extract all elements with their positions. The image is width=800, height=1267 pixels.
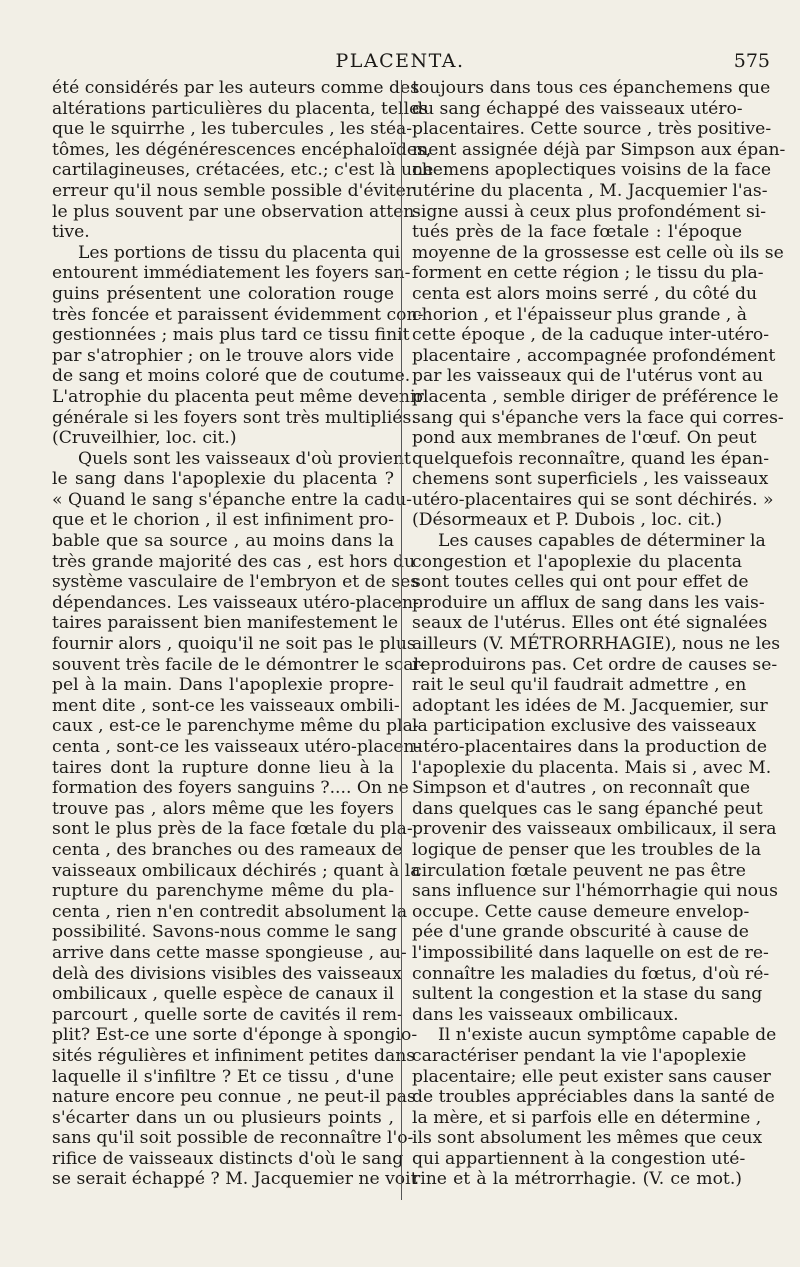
text-line: fournir alors , quoiqu'il ne soit pas le plus bbox=[52, 634, 416, 655]
text-line: pée d'une grande obscurité à cause de bbox=[412, 922, 749, 943]
text-line: tive. bbox=[52, 222, 90, 243]
text-line: caractériser pendant la vie l'apoplexie bbox=[412, 1045, 747, 1066]
page-number: 575 bbox=[733, 50, 770, 72]
text-line: bable que sa source , au moins dans la bbox=[52, 531, 394, 552]
text-line: sont le plus près de la face fœtale du pla- bbox=[52, 819, 413, 840]
text-line: caux , est-ce le parenchyme même du pla- bbox=[52, 716, 419, 737]
text-line: altérations particulières du placenta, telles bbox=[52, 98, 429, 119]
text-line: Les portions de tissu du placenta qui bbox=[78, 242, 401, 263]
text-line: utérine du placenta , M. Jacquemier l'as- bbox=[412, 180, 768, 201]
text-line: arrive dans cette masse spongieuse , au- bbox=[52, 942, 407, 963]
text-line: très foncée et paraissent évidemment con- bbox=[52, 304, 424, 325]
text-line: taires paraissent bien manifestement le bbox=[52, 613, 399, 634]
text-line: connaître les maladies du fœtus, d'où ré- bbox=[412, 963, 770, 984]
text-line: adoptant les idées de M. Jacquemier, sur bbox=[412, 695, 768, 716]
text-line: la mère, et si parfois elle en détermine , bbox=[412, 1107, 762, 1128]
text-line: sang qui s'épanche vers la face qui corres- bbox=[412, 407, 784, 428]
text-line: centa , sont-ce les vaisseaux utéro-placen- bbox=[52, 737, 421, 757]
text-line: le sang dans l'apoplexie du placenta ? bbox=[52, 469, 394, 490]
running-header bbox=[0, 48, 800, 78]
text-line: toujours dans tous ces épanchemens que bbox=[412, 78, 771, 98]
text-line: L'atrophie du placenta peut même devenir bbox=[52, 386, 424, 407]
text-line: utéro-placentaires qui se sont déchirés. » bbox=[412, 489, 774, 510]
text-line: se serait échappé ? M. Jacquemier ne voit bbox=[52, 1169, 418, 1190]
text-line: occupe. Cette cause demeure envelop- bbox=[412, 901, 750, 922]
text-line: Quels sont les vaisseaux d'où provient bbox=[78, 448, 411, 469]
text-line: par s'atrophier ; on le trouve alors vide bbox=[52, 345, 394, 366]
text-line: cette époque , de la caduque inter-utéro- bbox=[412, 325, 770, 346]
text-line: nature encore peu connue , ne peut-il pas bbox=[52, 1087, 416, 1108]
text-line: produire un afflux de sang dans les vais- bbox=[412, 592, 765, 613]
text-line: centa , rien n'en contredit absolument la bbox=[52, 901, 408, 922]
text-line: sans influence sur l'hémorrhagie qui nous bbox=[412, 881, 778, 902]
text-line: signe aussi à ceux plus profondément si- bbox=[412, 201, 767, 222]
text-line: sont toutes celles qui ont pour effet de bbox=[412, 572, 749, 593]
text-line: qui appartiennent à la congestion uté- bbox=[412, 1148, 746, 1169]
text-line: ment assignée déjà par Simpson aux épan- bbox=[412, 139, 786, 160]
text-line: seaux de l'utérus. Elles ont été signalées bbox=[412, 613, 768, 634]
text-line: plit? Est-ce une sorte d'éponge à spongio- bbox=[52, 1025, 418, 1046]
text-line: l'impossibilité dans laquelle on est de re- bbox=[412, 942, 769, 963]
text-line: formation des foyers sanguins ?.... On ne bbox=[52, 778, 409, 799]
text-line: rifice de vaisseaux distincts d'où le sang bbox=[52, 1148, 404, 1169]
column-divider bbox=[401, 80, 402, 1200]
text-line: guins présentent une coloration rouge bbox=[52, 283, 394, 304]
text-line: trouve pas , alors même que les foyers bbox=[52, 798, 394, 819]
text-line: s'écarter dans un ou plusieurs points , bbox=[52, 1107, 394, 1128]
text-line: vaisseaux ombilicaux déchirés ; quant à la bbox=[52, 860, 421, 881]
text-line: delà des divisions visibles des vaisseaux bbox=[52, 963, 402, 984]
text-line: erreur qu'il nous semble possible d'éviter bbox=[52, 180, 414, 201]
text-line: rait le seul qu'il faudrait admettre , en bbox=[412, 675, 747, 696]
text-line: ombilicaux , quelle espèce de canaux il bbox=[52, 984, 394, 1005]
text-line: ils sont absolument les mêmes que ceux bbox=[412, 1128, 763, 1149]
text-line: placentaire; elle peut exister sans causer bbox=[412, 1066, 771, 1087]
text-line: du sang échappé des vaisseaux utéro- bbox=[412, 98, 743, 119]
text-line: générale si les foyers sont très multipliés. bbox=[52, 407, 417, 428]
text-line: la participation exclusive des vaisseaux bbox=[412, 716, 757, 737]
text-line: que et le chorion , il est infiniment pro- bbox=[52, 510, 394, 531]
text-line: utéro-placentaires dans la production de bbox=[412, 737, 767, 757]
text-line: forment en cette région ; le tissu du pla- bbox=[412, 263, 764, 284]
text-line: sultent la congestion et la stase du sang bbox=[412, 984, 763, 1005]
text-line: très grande majorité des cas , est hors du bbox=[52, 551, 416, 572]
text-line: circulation fœtale peuvent ne pas être bbox=[412, 860, 746, 881]
text-line: de troubles appréciables dans la santé de bbox=[412, 1087, 775, 1108]
text-line: ment dite , sont-ce les vaisseaux ombili- bbox=[52, 695, 400, 716]
text-line: rupture du parenchyme même du pla- bbox=[52, 881, 394, 902]
text-line: été considérés par les auteurs comme des bbox=[52, 78, 419, 98]
text-line: par les vaisseaux qui de l'utérus vont au bbox=[412, 366, 764, 387]
right-text-column bbox=[412, 78, 786, 1190]
text-line: sités régulières et infiniment petites dans bbox=[52, 1045, 416, 1066]
text-line: placentaires. Cette source , très positive- bbox=[412, 119, 772, 140]
text-line: (Désormeaux et P. Dubois , loc. cit.) bbox=[412, 510, 723, 531]
text-line: pond aux membranes de l'œuf. On peut bbox=[412, 428, 757, 449]
text-line: tués près de la face fœtale : l'époque bbox=[412, 222, 742, 243]
text-line: Il n'existe aucun symptôme capable de bbox=[438, 1025, 777, 1046]
text-line: provenir des vaisseaux ombilicaux, il sera bbox=[412, 819, 777, 840]
text-line: pel à la main. Dans l'apoplexie propre- bbox=[52, 675, 394, 696]
text-line: de sang et moins coloré que de coutume. bbox=[52, 366, 411, 387]
text-line: moyenne de la grossesse est celle où ils se bbox=[412, 242, 784, 263]
text-line: gestionnées ; mais plus tard ce tissu finit bbox=[52, 325, 410, 346]
text-line: système vasculaire de l'embryon et de ses bbox=[52, 572, 420, 593]
text-line: (Cruveilhier, loc. cit.) bbox=[52, 428, 237, 449]
text-line: quelquefois reconnaître, quand les épan- bbox=[412, 448, 770, 469]
text-line: « Quand le sang s'épanche entre la cadu- bbox=[52, 489, 412, 510]
text-line: congestion et l'apoplexie du placenta bbox=[412, 551, 742, 572]
text-line: entourent immédiatement les foyers san- bbox=[52, 263, 411, 284]
text-line: chemens sont superficiels , les vaisseaux bbox=[412, 469, 769, 490]
text-line: Les causes capables de déterminer la bbox=[438, 531, 766, 552]
text-line: placentaire , accompagnée profondément bbox=[412, 345, 776, 366]
text-line: chorion , et l'épaisseur plus grande , à bbox=[412, 304, 748, 325]
running-title: PLACENTA. bbox=[335, 50, 465, 72]
text-line: le plus souvent par une observation atten- bbox=[52, 201, 421, 222]
text-line: parcourt , quelle sorte de cavités il rem- bbox=[52, 1004, 403, 1025]
text-line: que le squirrhe , les tubercules , les stéa- bbox=[52, 119, 413, 140]
left-text-column bbox=[52, 78, 434, 1190]
text-line: dans les vaisseaux ombilicaux. bbox=[412, 1004, 679, 1025]
text-line: ailleurs (V. MÉTRORRHAGIE), nous ne les bbox=[412, 634, 781, 655]
text-line: possibilité. Savons-nous comme le sang bbox=[52, 922, 398, 943]
text-line: dépendances. Les vaisseaux utéro-placen- bbox=[52, 592, 419, 613]
text-line: centa , des branches ou des rameaux de bbox=[52, 839, 403, 860]
text-line: cartilagineuses, crétacées, etc.; c'est là une bbox=[52, 160, 434, 181]
text-line: sans qu'il soit possible de reconnaître l'o- bbox=[52, 1128, 414, 1149]
text-line: chemens apoplectiques voisins de la face bbox=[412, 160, 771, 181]
text-line: dans quelques cas le sang épanché peut bbox=[412, 798, 763, 819]
text-line: placenta , semble diriger de préférence le bbox=[412, 386, 779, 407]
text-line: souvent très facile de le démontrer le scal- bbox=[52, 654, 425, 675]
text-line: reproduirons pas. Cet ordre de causes se- bbox=[412, 654, 778, 675]
text-line: Simpson et d'autres , on reconnaît que bbox=[412, 778, 751, 799]
text-line: tômes, les dégénérescences encéphaloïdes, bbox=[52, 139, 432, 160]
text-line: rine et à la métrorrhagie. (V. ce mot.) bbox=[412, 1169, 742, 1190]
text-line: taires dont la rupture donne lieu à la bbox=[52, 757, 394, 778]
text-line: logique de penser que les troubles de la bbox=[412, 839, 762, 860]
text-line: l'apoplexie du placenta. Mais si , avec M. bbox=[412, 757, 772, 778]
text-line: laquelle il s'infiltre ? Et ce tissu , d'une bbox=[52, 1066, 394, 1087]
text-line: centa est alors moins serré , du côté du bbox=[412, 283, 758, 304]
